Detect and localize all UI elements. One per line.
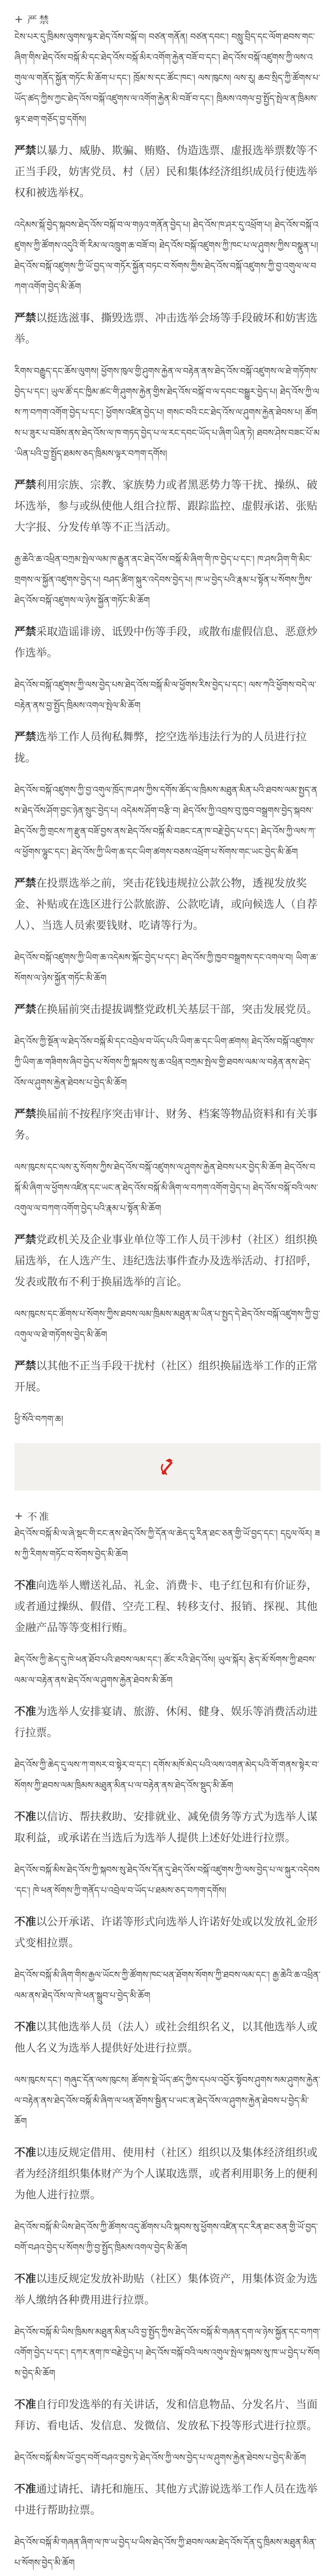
paragraph-label: 不准 bbox=[14, 1810, 36, 1823]
section-title: 不准 bbox=[27, 1511, 51, 1522]
paragraph-label: 不准 bbox=[14, 1705, 36, 1718]
paragraph-text: 为选举人安排宴请、旅游、休闲、健身、娱乐等消费活动进行拉票。 bbox=[14, 1705, 317, 1739]
paragraph-label: 严禁 bbox=[14, 1108, 36, 1120]
tibetan-paragraph: ཐེད་འོས་བསྐོ་མི་ལ་ཞེ་སྡང་གི་ངང་ནས་ཐེད་འོས་ཀྱི་དོན་ལ་ཆེད་དུ་རིན་ཐང་ཅན་གྱི་ཡོ་བྱད་དང་། དངུལ་ལོར། ཟས་ཀྱི་རིགས་གཏོང་བ་སོགས་བྱེད་མི་ཆོག bbox=[14, 1529, 320, 1560]
chinese-paragraph bbox=[14, 2394, 321, 2436]
paragraph-label: 严禁 bbox=[14, 1233, 36, 1246]
paragraph-text: 以公开承诺、许诺等形式向选举人许诺好处或以发放礼金形式变相拉票。 bbox=[14, 1916, 317, 1949]
chinese-paragraph bbox=[14, 1911, 321, 1954]
paragraph-label: 不准 bbox=[14, 1579, 36, 1591]
tibetan-paragraph: ཐེད་འོས་བསྐོ་མི་ཡིས་ཐེད་འོས་ཀྱི་ཚོགས་འདུ་ཚོགས་པའི་སྐབས་སུ་ཕྱོགས་འཛིན་དང་རིན་ཐང་ཅན་གྱི་ཡོ་བྱད་བགོ་བཤའ་བྱེད་པ་སོགས་ཀྱི་བྱ་སྤྱོད་ཁྲིམས་འགལ་བྱེད་མི་ཆོག bbox=[14, 2222, 318, 2253]
chinese-paragraph bbox=[14, 999, 321, 1020]
paragraph-text: 以暴力、威胁、欺骗、贿赂、伪造选票、虚报选举票数等不正当手段，妨害党员、村（居）民和集体经济组织成员行使选举权和被选举权。 bbox=[14, 144, 317, 199]
section-heading bbox=[14, 11, 321, 27]
tibetan-paragraph: འདེམས་སྐོ་བྱེད་སྐབས་ཐེད་འོས་བསྐོ་བ་ལ་གཉའ་གནོན་བྱེད་པ། ཐེད་འོས་ཁ་ཤར་དུ་འཕྲོག་པ། ཐེད་འོས་བསྐོ་འཛུགས་ཀྱི་ཚོགས་འདུའི་གོ་རིམ་ལ་འཁྲུག་ཆ་བཟོ་བ། ཐེད་འོས་བསྐོ་འཛུགས་ཀྱི་ཁང་པ་ལ་ཤུགས་ཀྱིས་བསྣུན་པ། ཐེད་འོས་བསྐོ་འཛུགས་ཀྱི་ཡོ་བྱད་ལ་གཏོར་སྐྱོན་བཏང་བ་སོགས་ཀྱིས་ཐེད་འོས་བསྐོ་འཛུགས་ཀྱི་བྱ་འགུལ་ལ་བཀག་འགོག་བྱེད་མི་ཆོག bbox=[14, 220, 319, 292]
paragraph-text: 向选举人赠送礼品、礼金、消费卡、电子红包和有价证券，或者通过操纵、假借、空壳工程、转移支付、报销、探视、其他金融产品等等变相行贿。 bbox=[14, 1579, 317, 1634]
paragraph-text: 以挺选滋事、撕毁选票、冲击选举会场等手段破坏和妨害选举。 bbox=[14, 312, 317, 345]
chinese-paragraph bbox=[14, 1104, 321, 1146]
tibetan-paragraph: ཐེད་འོས་བསྐོ་མི་ཞིག་གིས་རྒྱལ་ཡོངས་ཀྱི་ཚོགས་ཁང་ཕན་ཐོགས་སོགས་ཀྱི་ཐབས་ལམ་དང་། རྒྱ་ཆེའི་ཆ་འཕྲིན་ལམ་ནས་ཐེད་འོས་ལ་ཁེ་ཕན་སྒྲུབ་པ་བྱེད་མི་ཆོག bbox=[14, 1970, 321, 2001]
tibetan-paragraph: ཐེད་འོས་ཀྱི་ཆེད་དུ་ལས་ཀ་གསར་བ་སྟེར་བ་དང་། དགོས་མཁོ་མེད་པའི་ལས་འགན་མེད་པའི་གོ་གནས་སྟེར་བ་སོགས་ཀྱི་ཐབས་ལམ་ཁྲིམས་མཐུན་མིན་པ་ལ་བརྟེན་ནས་ཐེད་འོས་སྡུད་མི་ཆོག bbox=[14, 1760, 320, 1791]
tibetan-paragraph: ཐེད་འོས་ཀྱི་ཆེད་དུ་ཁེ་ཕན་ཐོབ་པའི་ཐབས་ལམ་དང་། ཚོང་རའི་ཐེད་འོས། ཡུལ་སྐོར། རྩེད་མོ་སོགས་ཀྱི་ཐབས་ལམ་ལ་བརྟེན་ནས་ཐེད་འོས་ལ་ཤུགས་རྐྱེན་ཐེབས་མི་ཆོག bbox=[14, 1655, 316, 1686]
tibetan-paragraph: ལས་ཁུངས་དང་ལས་རུ་སོགས་ཀྱིས་ཐེད་འོས་བསྐོ་འཛུགས་ལ་ཤུགས་རྐྱེན་ཐེབས་པར་བྱེད་མི་ཆོག ཐེད་འོས་བསྐོ་མི་ཞིག་ལ་ཕྱོགས་འཛིན་དང་ཡང་ན་ཐེད་འོས་བསྐོ་མི་ཞིག་ལ་བཀག་འགོག་བྱེད་པ། ཐེད་འོས་བསྐོ་བའི་ལས་འགུལ་ལ་བཀག་འགོག་བྱེད་པའི་རྣམ་པ་སྟོན་མི་ཆོག bbox=[14, 1162, 319, 1214]
tibetan-paragraph: རིགས་བརྒྱུད་དང་ཆོས་ལུགས། ཕྱོགས་ཁུལ་གྱི་ཤུགས་རྐྱེན་ལ་བརྟེན་ནས་ཐེད་འོས་བསྐོ་འཛུགས་ལ་ཐེ་གཏོགས་བྱེད་པ་དང་། ཡུལ་ཚོ་དང་ཁྱིམ་ཚང་གི་ཤུགས་རྐྱེན་གྱིས་ཐེད་འོས་བསྐོ་བ་ལ་དབང་བསྒྱུར་བྱེད་པ། ཐེད་འོས་ཀྱི་ལས་ཀ་བཀག་འགོག་བྱེད་པ་དང་། ཕྱོགས་འཛིན་བྱེད་པ། གསང་བའི་ངང་ཐེད་འོས་ལ་ཤུགས་རྐྱེན་ཐེབས་པ། ཚོགས་པ་ཟུར་པ་བཟོས་ནས་ཐེད་འོས་ལ་ཁ་གཏད་བྱེད་པ་ལ་རང་དབང་ཡོད་པ་ཞིག་ཡིན་ཏེ། ཐབས་ཤེས་བཟང་པོ་མ་ཡིན་པའི་བྱ་སྤྱོད་ཐམས་ཅད་ཁྲིམས་ལྟར་བཀག་དགོས། bbox=[14, 366, 320, 459]
paragraph-label: 不准 bbox=[14, 2398, 36, 2411]
tibetan-paragraph: ངེས་པར་དུ་ཁྲིམས་ལུགས་ལྟར་ཐེད་འོས་བསྐོ་བ། བཙན་གནོན། བཙན་དབང་། བསླུ་བྲིད་དང་ལོག་ཐབས་གང་ཞིག་གིས་ཐེད་འོས་བསྐོ་མི་དང་ཐེད་འོས་བསྐོ་མིར་འགོག་རྐྱེན་བཟོ་བ་དང་། ཐེད་འོས་བསྐོ་འཛུགས་ཀྱི་ལས་འགུལ་ལ་གནོད་སྐྱོན་གཏོང་མི་ཆོག་པ་དང་། ཁྲོམ་ས་དང་ཚོང་ཁང་། ལས་ཁུངས། ལས་རུ། ཆབ་སྲིད་ཀྱི་ཚོགས་པ་ཡོད་ཚད་ཀྱིས་ཀྱང་ཐེད་འོས་བསྐོ་འཛུགས་ལ་འགོག་རྐྱེན་མི་བཟོ་བ་དང་། ཁྲིམས་འགལ་བྱ་སྤྱོད་སྤེལ་ན་ཁྲིམས་ལྟར་ཐག་གཅོད་བྱ་དགོས། bbox=[14, 32, 321, 125]
tibetan-paragraph: ཐེད་འོས་བསྐོ་འཛུགས་ཀྱི་བྱ་འགུལ་ཁྲོད་ཁ་ཤས་ཀྱིས་དགོས་ཚོད་ལ་ཁྲིམས་མཐུན་མིན་པའི་ཐབས་ལམ་སྤྱད་ནས་ཐེད་འོས་ཤོག་བྱང་ཉེན་སྲུང་བྱེད་པ། འདེམས་ཤོག་བརྩི་བ། ཐེད་འོས་ཀྱི་འབྲས་བུ་ཁྱབ་བསྒྲགས་བྱེད་སྐབས་ཐེད་འོས་ཀྱི་གྲངས་ཀ་རྫུན་བཟོ་བྱས་ནས་ཐེད་འོས་བསྐོ་མི་བཟང་ངན་ཁ་བརྗེ་བྱེད་པ་དང་། ཐེད་འོས་ཀྱི་ལས་ཀ་ལ་ཕྱོགས་ལྷུང་དང་། ཐེད་འོས་ཀྱི་ཡིག་ཆ་དང་ཡིག་ཚགས་བཅས་འཕྲོག་པ་སོགས་གང་ཡང་བྱེད་མི་ཆོག bbox=[14, 785, 317, 857]
tibetan-paragraph: ཐེད་འོས་བསྐོ་མིས་ཐེད་འོས་ཀྱི་སྐབས་སུ་ཐེད་འོས་དོན་དུ་ཐེད་འོས་བསྐོ་འཛུགས་ཀྱི་ལས་བྱེད་པ་ལ་སྐུར་འདེབས་དང་། ཁེ་ཕན་སོགས་ཀྱི་གནོད་པ་འབྲེལ་བ་ཡོད་པ་ཐམས་ཅད་བཀག་དགོས། bbox=[14, 1865, 320, 1896]
paragraph-label: 严禁 bbox=[14, 479, 36, 491]
paragraph-label: 严禁 bbox=[14, 731, 36, 743]
tibetan-paragraph: ཐེད་འོས་བསྐོ་མི་ཡིས་ཁྲིམས་མཐུན་མིན་པའི་བྱ་སྤྱོད་ཀྱིས་ཐེད་འོས་བསྐོ་མི་གཞན་དག་ལ་ཉེས་སྐྱོན་དང་བཀག་འགོག་བྱེད་པ་དང་། དཀར་ནག་ཁ་བརྗེ་བྱེད་པ། ཐེད་འོས་བསྐོ་བའི་ལས་འགུལ་སྤེལ་སྐབས་སུ་ཁ་ཡ་བྱེད་པ་སོགས་བྱེད་མི་ཆོག bbox=[14, 2327, 321, 2379]
chinese-paragraph bbox=[14, 1575, 321, 1638]
party-emblem-banner bbox=[14, 1443, 321, 1490]
paragraph-text: 选举工作人员徇私舞弊，挖空选举违法行为的人员进行拉拢。 bbox=[14, 731, 307, 764]
chinese-paragraph bbox=[14, 873, 321, 936]
tibetan-paragraph: ལས་ཁུངས་དང་། གཞུང་དོན་ལས་ཁུངས། ཚོགས་སྡེ་ཡོད་ཚད་ཀྱིས་དཔལ་འབྱོར་སྟོབས་ཤུགས་སམ་ཤུགས་རྐྱེན་ལ་བརྟེན་ནས་ཐེད་འོས་བསྐོ་མི་ཞིག་ལ་ཕན་ཐོགས་སྦྱིན་པ་ཡང་ན་ཐེད་འོས་ལ་ཤུགས་རྐྱེན་ཐེབས་པ་བྱེད་མི་ཆོག bbox=[14, 2075, 321, 2127]
tibetan-paragraph: ཐེད་འོས་བསྐོ་འཛུགས་ཀྱི་ཡིག་ཆ་འདེམས་སྐོང་བྱེད་པ་དང་། ཐེད་འོས་ཀྱི་ཁྱབ་བསྒྲགས་དང་འགལ་བ། ཡིག་ཆ་སོགས་ལ་ཉེས་སྐྱོན་གཏོང་མི་ཆོག bbox=[14, 953, 319, 984]
section-heading bbox=[14, 1508, 321, 1523]
paragraph-text: 换届前不按程序突击审计、财务、档案等物品资料和有关事务。 bbox=[14, 1108, 317, 1141]
chinese-paragraph bbox=[14, 1701, 321, 1743]
paragraph-label: 严禁 bbox=[14, 625, 36, 638]
paragraph-label: 不准 bbox=[14, 1916, 36, 1928]
chinese-paragraph bbox=[14, 621, 321, 664]
plus-marker: + bbox=[14, 1510, 23, 1522]
paragraph-label: 严禁 bbox=[14, 1360, 36, 1372]
paragraph-text: 以信访、帮扶救助、安排就业、减免债务等方式为选举人谋取利益，或承诺在当选后为选举人提供上述好处进行拉票。 bbox=[14, 1810, 317, 1844]
paragraph-text: 通过请托、请托和施压、其他方式游说选举工作人员在选举中进行帮助拉票。 bbox=[14, 2483, 317, 2516]
tibetan-paragraph: ཐེད་འོས་བསྐོ་མིས་ཡོ་བྱད་བགོ་བཤའ་བྱས་ཏེ་ཐེད་འོས་ཀྱི་ལས་བྱེད་པ་ལ་ཤུགས་རྐྱེན་ཐེབས་པ་བྱེད་མི་ཆོག bbox=[14, 2453, 306, 2463]
chinese-paragraph bbox=[14, 140, 321, 204]
paragraph-text: 以违反规定发放补助贴（社区）集体资产，用集体资金为选举人缴纳各种费用进行拉票。 bbox=[14, 2273, 317, 2306]
paragraph-text: 在投票选举之前，突击花钱违规拉公款公物，透视发放奖金、补贴或在选区进行公款旅游、公款吃请，或向候选人（自荐人）、当选人员索要钱财、吃请等行为。 bbox=[14, 877, 317, 931]
chinese-paragraph bbox=[14, 474, 321, 538]
chinese-paragraph bbox=[14, 1806, 321, 1849]
party-emblem-icon bbox=[154, 1453, 181, 1480]
paragraph-text: 自行印发选举的有关讲话，发和信息物品、分发名片、当面拜访、看电话、发信息、发微信、发放私下投等形式进行拉票。 bbox=[14, 2398, 317, 2432]
paragraph-label: 严禁 bbox=[14, 312, 36, 324]
paragraph-label: 不准 bbox=[14, 2273, 36, 2285]
chinese-paragraph bbox=[14, 308, 321, 350]
plus-marker: + bbox=[14, 13, 23, 25]
chinese-paragraph bbox=[14, 1229, 321, 1293]
chinese-paragraph bbox=[14, 2016, 321, 2059]
paragraph-text: 以违反规定借用、使用村（社区）组织以及集体经济组织或者为经济组织集体财产为个人谋取选票，或者利用职务上的便利为他人进行拉票。 bbox=[14, 2146, 317, 2201]
paragraph-text: 党政机关及企业事业单位等工作人员干涉村（社区）组织换届选举，在人选产生、违纪选法事件查办及选举活动、打招呼，发表或散布不利于换届选举的言论。 bbox=[14, 1233, 317, 1288]
paragraph-text: 以其他不正当手段干扰村（社区）组织换届选举工作的正常开展。 bbox=[14, 1360, 317, 1393]
separator-title: ཕྱི་སོའི་བཀག་ཆ། bbox=[14, 1414, 63, 1425]
paragraph-label: 严禁 bbox=[14, 877, 36, 889]
paragraph-label: 严禁 bbox=[14, 1003, 36, 1015]
tibetan-paragraph: ཐེད་འོས་བསྐོ་འཛུགས་ཀྱི་ལས་བྱེད་པས་ཐེད་འོས་བསྐོ་མི་ལ་ཕྱོགས་རིས་བྱེད་པ་དང་། ལས་ཀའི་ཕྱོགས་བདེ་ལ་བརྟེན་ནས་བྱ་སྤྱོད་ཁྲིམས་འགལ་སྤེལ་མི་ཆོག bbox=[14, 680, 316, 711]
paragraph-label: 严禁 bbox=[14, 144, 36, 157]
chinese-paragraph bbox=[14, 1355, 321, 1398]
tibetan-paragraph: ཐེད་འོས་བསྐོ་མི་གཞན་ཞིག་ལ་ཁ་ཡ་བྱེད་པ་ཡིས་ཐེད་འོས་ཀྱི་ཐབས་ལམ་ཐེད་འོས་དོན་དུ་ཁྲིམས་མཐུན་མིན་པ་སོགས་བྱེད་མི་ཆོག bbox=[14, 2537, 317, 2568]
chinese-paragraph bbox=[14, 2142, 321, 2206]
chinese-paragraph bbox=[14, 2479, 321, 2521]
tibetan-paragraph: ཐེད་འོས་ཀྱི་སྔོན་ལ་ཐེད་འོས་བསྐོ་མི་དང་འབྲེལ་བ་ཡོད་པའི་ཡིག་ཆ་དང་ཡིག་ཚགས། ཐེད་འོས་བསྐོ་འཛུགས་ཀྱི་ཡིག་ཆ་གཟིགས་ཞིབ་བྱེད་པ་སོགས་ཀྱི་སྐབས་སུ་ཆ་འཕྲིན་བཀྲམ་སྤེལ་གྱི་ཐབས་ལམ་ལ་བརྟེན་ནས་ཐེད་འོས་ལ་ཤུགས་རྐྱེན་ཐེབས་པ་བྱེད་མི་ཆོག bbox=[14, 1037, 315, 1088]
paragraph-text: 采取造谣诽谤、诋毁中伤等手段，或散布虚假信息、恶意炒作选举。 bbox=[14, 625, 317, 659]
paragraph-text: 在换届前突击提拔调整党政机关基层干部，突击发展党员。 bbox=[36, 1003, 317, 1015]
paragraph-label: 不准 bbox=[14, 2021, 36, 2033]
paragraph-label: 不准 bbox=[14, 2146, 36, 2159]
paragraph-text: 利用宗族、宗教、家族势力或者黑恶势力等干扰、操纵、破坏选举，参与或纵使他人组合拉帮、跟踪监控、虚假承诺、张贴大字报、分发传单等不正当活动。 bbox=[14, 479, 317, 533]
section-title: 严禁 bbox=[27, 14, 51, 26]
tibetan-paragraph: རྒྱ་ཆེའི་ཆ་འཕྲིན་བཀྲམ་སྤེལ་ལམ་ཁ་རྒྱུན་ནང་ཐེད་འོས་བསྐོ་མི་ཞིག་གི་ཁ་བྱེད་པ་དང་། ཁ་ཤས་ཤིག་གི་མིང་གྲགས་ལ་སྐྱོན་འཛུགས་བྱེད་པ། བཤད་ཚིག་སྐུར་འདེབས་བྱེད་པ། ཁ་ཡ་བྱེད་པའི་རྣམ་པ་སྟོན་པ་སོགས་ཀྱིས་ཐེད་འོས་བསྐོ་འཛུགས་ལ་ཉེས་སྐྱོན་གཏོང་མི་ཆོག bbox=[14, 554, 312, 606]
tibetan-paragraph: ལས་ཁུངས་དང་ཚོགས་པ་སོགས་ཀྱིས་ཐབས་ལམ་ཁྲིམས་མཐུན་མ་ཡིན་པ་སྤྱད་དེ་ཐེད་འོས་བསྐོ་འཛུགས་ཀྱི་བྱ་འགུལ་ལ་ཐེ་གཏོགས་བྱེད་མི་ཆོག bbox=[14, 1309, 321, 1340]
paragraph-text: 以其他选举人员（法人）或社会组织名义，以其他选举人或他人名义为选举人提供好处进行拉票。 bbox=[14, 2021, 317, 2054]
chinese-paragraph bbox=[14, 726, 321, 769]
paragraph-label: 不准 bbox=[14, 2483, 36, 2495]
chinese-paragraph bbox=[14, 2268, 321, 2311]
